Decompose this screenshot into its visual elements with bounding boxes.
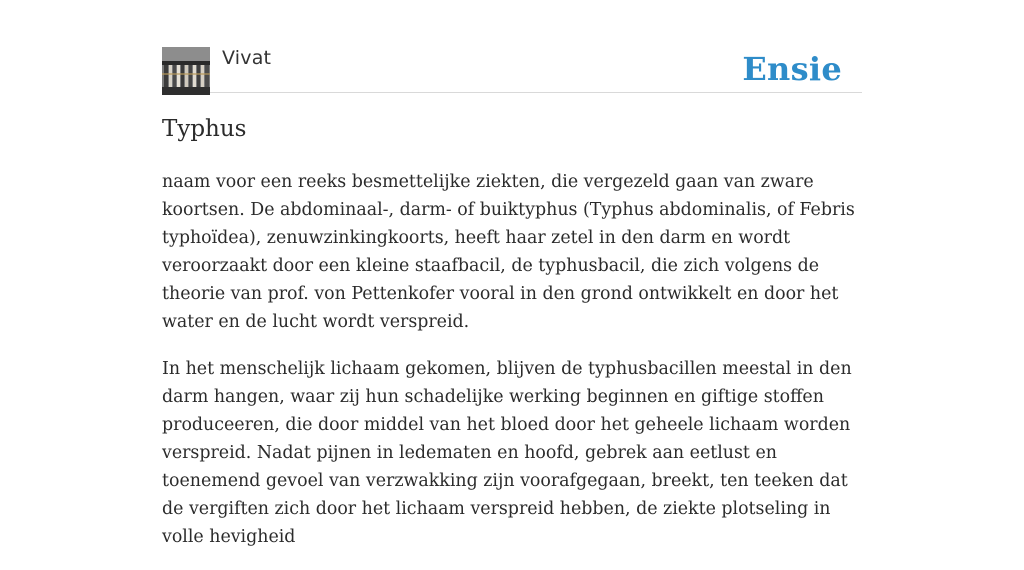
article-body (162, 168, 862, 570)
article-paragraph: In het menschelijk lichaam gekomen, blijven de typhusbacillen meestal in den darm hangen, waar zij hun schadelijke werking beginnen en giftige stoffen produceeren, die door middel van het bloed door het geheele lichaam worden verspreid. Nadat pijnen in ledematen en hoofd, gebrek aan eetlust en toenemend gevoel van verzwakking zijn voorafgegaan, breekt, ten teeken dat de vergiften zich door het lichaam verspreid hebben, de ziekte plotseling in volle hevigheid (162, 359, 852, 547)
article-title: Typhus (162, 116, 247, 142)
avatar[interactable] (162, 47, 210, 95)
page (162, 0, 862, 547)
bookshelf-avatar-icon (162, 47, 210, 95)
author-name[interactable]: Vivat (222, 47, 272, 69)
article-paragraph: naam voor een reeks besmettelijke ziekten, die vergezeld gaan van zware koortsen. De abdominaal-, darm- of buiktyphus (Typhus abdominalis, of Febris typhoïdea), zenuwzinkingkoorts, heeft haar zetel in den darm en wordt veroorzaakt door een kleine staafbacil, de typhusbacil, die zich volgens de theorie van prof. von Pettenkofer vooral in den grond ontwikkelt en door het water en de lucht wordt verspreid. (162, 172, 855, 332)
brand-logo[interactable]: Ensie (742, 50, 842, 88)
header (162, 46, 862, 93)
